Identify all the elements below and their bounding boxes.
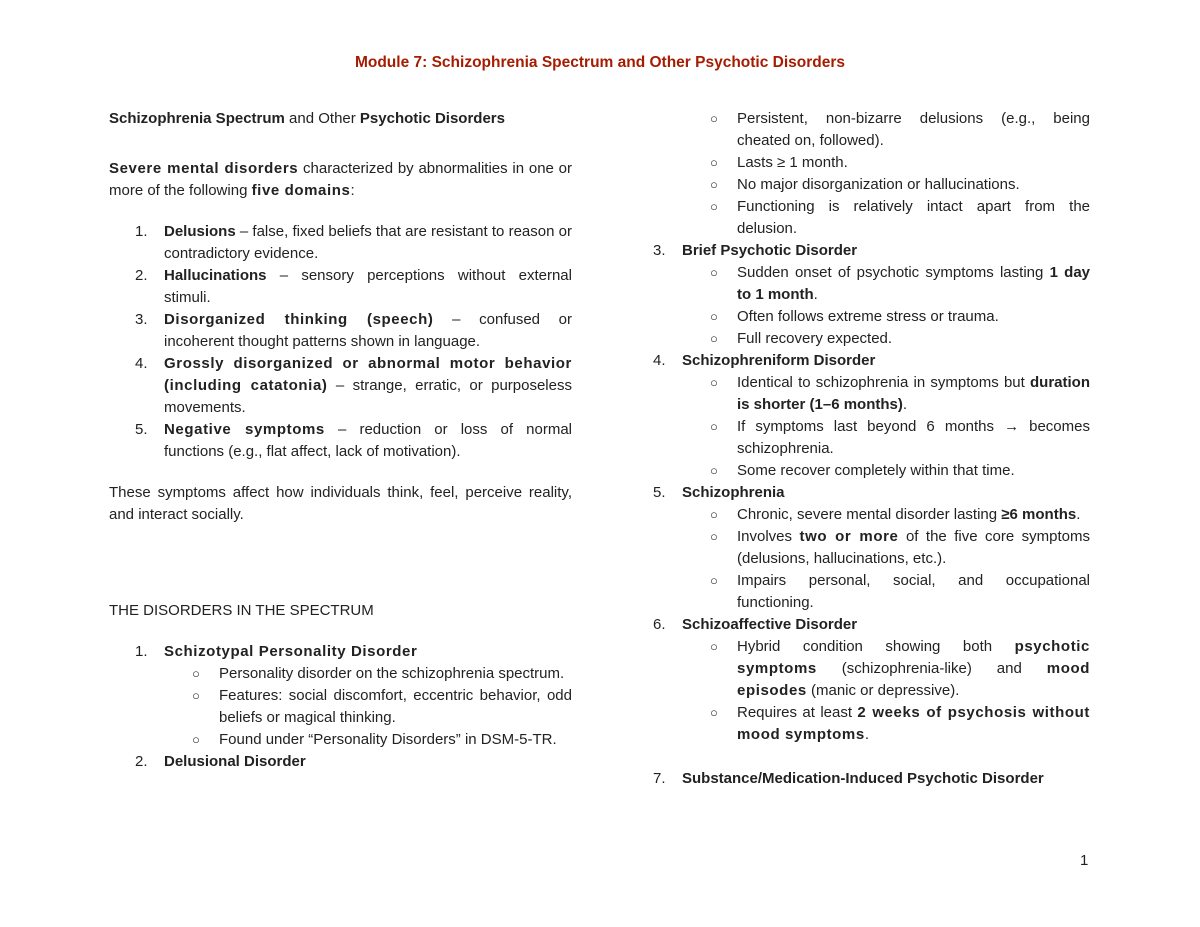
bullet-text: Identical to schizophrenia in symptoms but xyxy=(737,374,1030,391)
disorder-name: Schizoaffective Disorder xyxy=(682,616,858,633)
domain-item-disorganized-thinking xyxy=(109,309,572,353)
list-number: 5. xyxy=(135,421,148,438)
heading-bold-a: Schizophrenia Spectrum xyxy=(109,110,285,127)
domain-term: Disorganized thinking (speech) xyxy=(164,311,434,328)
bullet-bold: duration is shorter (1–6 months) xyxy=(737,374,1090,413)
domain-term: Grossly disorganized or abnormal motor behavior (including catatonia) xyxy=(164,355,572,394)
page-number: 1 xyxy=(1080,852,1089,869)
list-number: 3. xyxy=(135,311,148,328)
bullet-item: ○ Often follows extreme stress or trauma. xyxy=(682,306,1090,328)
spectrum-heading: THE DISORDERS IN THE SPECTRUM xyxy=(109,602,374,619)
bullet-bold: two or more xyxy=(799,528,899,545)
disorder-brief-psychotic xyxy=(653,240,1090,262)
domain-desc: – reduction or loss of normal functions (e.g., flat affect, lack of motivation). xyxy=(164,421,572,460)
bullet-item: ○ Impairs personal, social, and occupational functioning. xyxy=(682,570,1090,614)
bullet-text: Chronic, severe mental disorder lasting xyxy=(737,506,1002,523)
bullet-item xyxy=(682,702,1090,746)
domain-desc: – confused or incoherent thought patterns shown in language. xyxy=(164,311,573,350)
list-number: 5. xyxy=(653,484,666,501)
list-number: 2. xyxy=(135,267,148,284)
bullet-item xyxy=(682,262,1090,306)
disorder-name: Schizophrenia xyxy=(682,484,785,501)
definition-paragraph xyxy=(109,158,572,202)
list-number: 1. xyxy=(135,643,148,660)
bullet-text: . xyxy=(902,396,908,413)
bullet-bold: 2 weeks of psychosis without mood symptoms xyxy=(737,704,1090,743)
disorder-name: Brief Psychotic Disorder xyxy=(682,242,858,259)
disorder-substance-induced xyxy=(653,768,1090,790)
domain-term: Hallucinations xyxy=(164,267,267,284)
bullet-item: ○ Lasts ≥ 1 month. xyxy=(682,152,1090,174)
bullet-item xyxy=(682,504,1090,526)
domain-desc: – sensory perceptions without external stimuli. xyxy=(164,267,572,306)
domain-item-delusions xyxy=(109,221,572,265)
disorder-name: Schizotypal Personality Disorder xyxy=(164,643,418,660)
domain-desc: – strange, erratic, or purposeless movements. xyxy=(164,377,572,416)
bullet-text: . xyxy=(864,726,869,743)
domain-term: Negative symptoms xyxy=(164,421,325,438)
bullet-text: of the five core symptoms (delusions, hallucinations, etc.). xyxy=(737,528,1090,567)
summary-paragraph: These symptoms affect how individuals think, feel, perceive reality, and interact socially. xyxy=(109,484,572,523)
spectrum-list-left xyxy=(109,641,572,663)
spectrum-list-right-6 xyxy=(653,614,1090,636)
bullet-text: Requires at least xyxy=(737,704,858,721)
delusional-bullets xyxy=(682,108,1090,240)
bullet-text: Involves xyxy=(737,528,800,545)
disorder-name: Substance/Medication-Induced Psychotic Disorder xyxy=(682,770,1044,787)
five-domains-term: five domains xyxy=(251,182,351,199)
list-number: 7. xyxy=(653,770,666,787)
domain-term: Delusions xyxy=(164,223,236,240)
bullet-bold: 1 day to 1 month xyxy=(737,264,1091,303)
domain-item-hallucinations xyxy=(109,265,572,309)
list-number: 4. xyxy=(653,352,666,369)
definition-colon: : xyxy=(350,182,355,199)
list-number: 3. xyxy=(653,242,666,259)
domain-desc: – false, fixed beliefs that are resistant to reason or contradictory evidence. xyxy=(164,223,572,262)
bullet-text: Hybrid condition showing both xyxy=(737,638,1015,655)
bullet-text: (schizophrenia-like) and xyxy=(816,660,1047,677)
bullet-item xyxy=(682,526,1090,570)
spectrum-list-right-7 xyxy=(653,768,1090,790)
domain-item-negative-symptoms xyxy=(109,419,572,463)
bullet-item: ○ Some recover completely within that time. xyxy=(682,460,1090,482)
bullet-item xyxy=(682,372,1090,416)
schizophrenia-bullets xyxy=(682,504,1090,614)
list-number: 2. xyxy=(135,753,148,770)
definition-text: characterized by abnormalities in one or more of the following xyxy=(109,160,572,199)
list-number: 6. xyxy=(653,616,666,633)
intro-heading xyxy=(109,108,572,130)
disorder-schizotypal xyxy=(109,641,572,663)
bullet-item: ○ Found under “Personality Disorders” in DSM-5-TR. xyxy=(164,729,572,751)
bullet-text: Sudden onset of psychotic symptoms lasting xyxy=(737,264,1050,281)
bullet-item: ○ Functioning is relatively intact apart from the delusion. xyxy=(682,196,1090,240)
heading-bold-c: Psychotic Disorders xyxy=(359,110,505,127)
bullet-item: ○ No major disorganization or hallucinations. xyxy=(682,174,1090,196)
schizotypal-bullets xyxy=(164,663,572,751)
bullet-item: ○ Personality disorder on the schizophrenia spectrum. xyxy=(164,663,572,685)
spectrum-list-left-2 xyxy=(109,751,572,773)
bullet-item xyxy=(682,636,1090,702)
spectrum-list-right-4 xyxy=(653,350,1090,372)
spectrum-list-right-5 xyxy=(653,482,1090,504)
domain-item-motor-behavior xyxy=(109,353,572,419)
bullet-text: . xyxy=(1076,506,1081,523)
disorder-name: Schizophreniform Disorder xyxy=(682,352,876,369)
schizoaffective-bullets xyxy=(682,636,1090,746)
bullet-text: . xyxy=(813,286,818,303)
bullet-item: ○ Persistent, non-bizarre delusions (e.g., being cheated on, followed). xyxy=(682,108,1090,152)
disorder-schizoaffective xyxy=(653,614,1090,636)
left-column xyxy=(109,108,572,773)
bullet-bold: psychotic symptoms xyxy=(737,638,1090,677)
bullet-bold: mood episodes xyxy=(737,660,1090,699)
bullet-item: ○ Full recovery expected. xyxy=(682,328,1090,350)
disorder-delusional xyxy=(109,751,572,773)
schizophreniform-bullets xyxy=(682,372,1090,482)
heading-plain: and Other xyxy=(284,110,360,127)
bullet-bold: ≥6 months xyxy=(1001,506,1077,523)
bullet-item: ○ If symptoms last beyond 6 months → becomes schizophrenia. xyxy=(682,416,1090,460)
right-column xyxy=(653,108,1090,790)
list-number: 1. xyxy=(135,223,148,240)
bullet-text: (manic or depressive). xyxy=(806,682,960,699)
page-title: Module 7: Schizophrenia Spectrum and Other Psychotic Disorders xyxy=(354,54,846,71)
disorder-schizophrenia xyxy=(653,482,1090,504)
disorder-schizophreniform xyxy=(653,350,1090,372)
list-number: 4. xyxy=(135,355,148,372)
domain-list xyxy=(109,221,572,463)
definition-term: Severe mental disorders xyxy=(109,160,299,177)
brief-psychotic-bullets xyxy=(682,262,1090,350)
spectrum-list-right xyxy=(653,240,1090,262)
bullet-item: ○ Features: social discomfort, eccentric behavior, odd beliefs or magical thinking. xyxy=(164,685,572,729)
disorder-name: Delusional Disorder xyxy=(164,753,306,770)
